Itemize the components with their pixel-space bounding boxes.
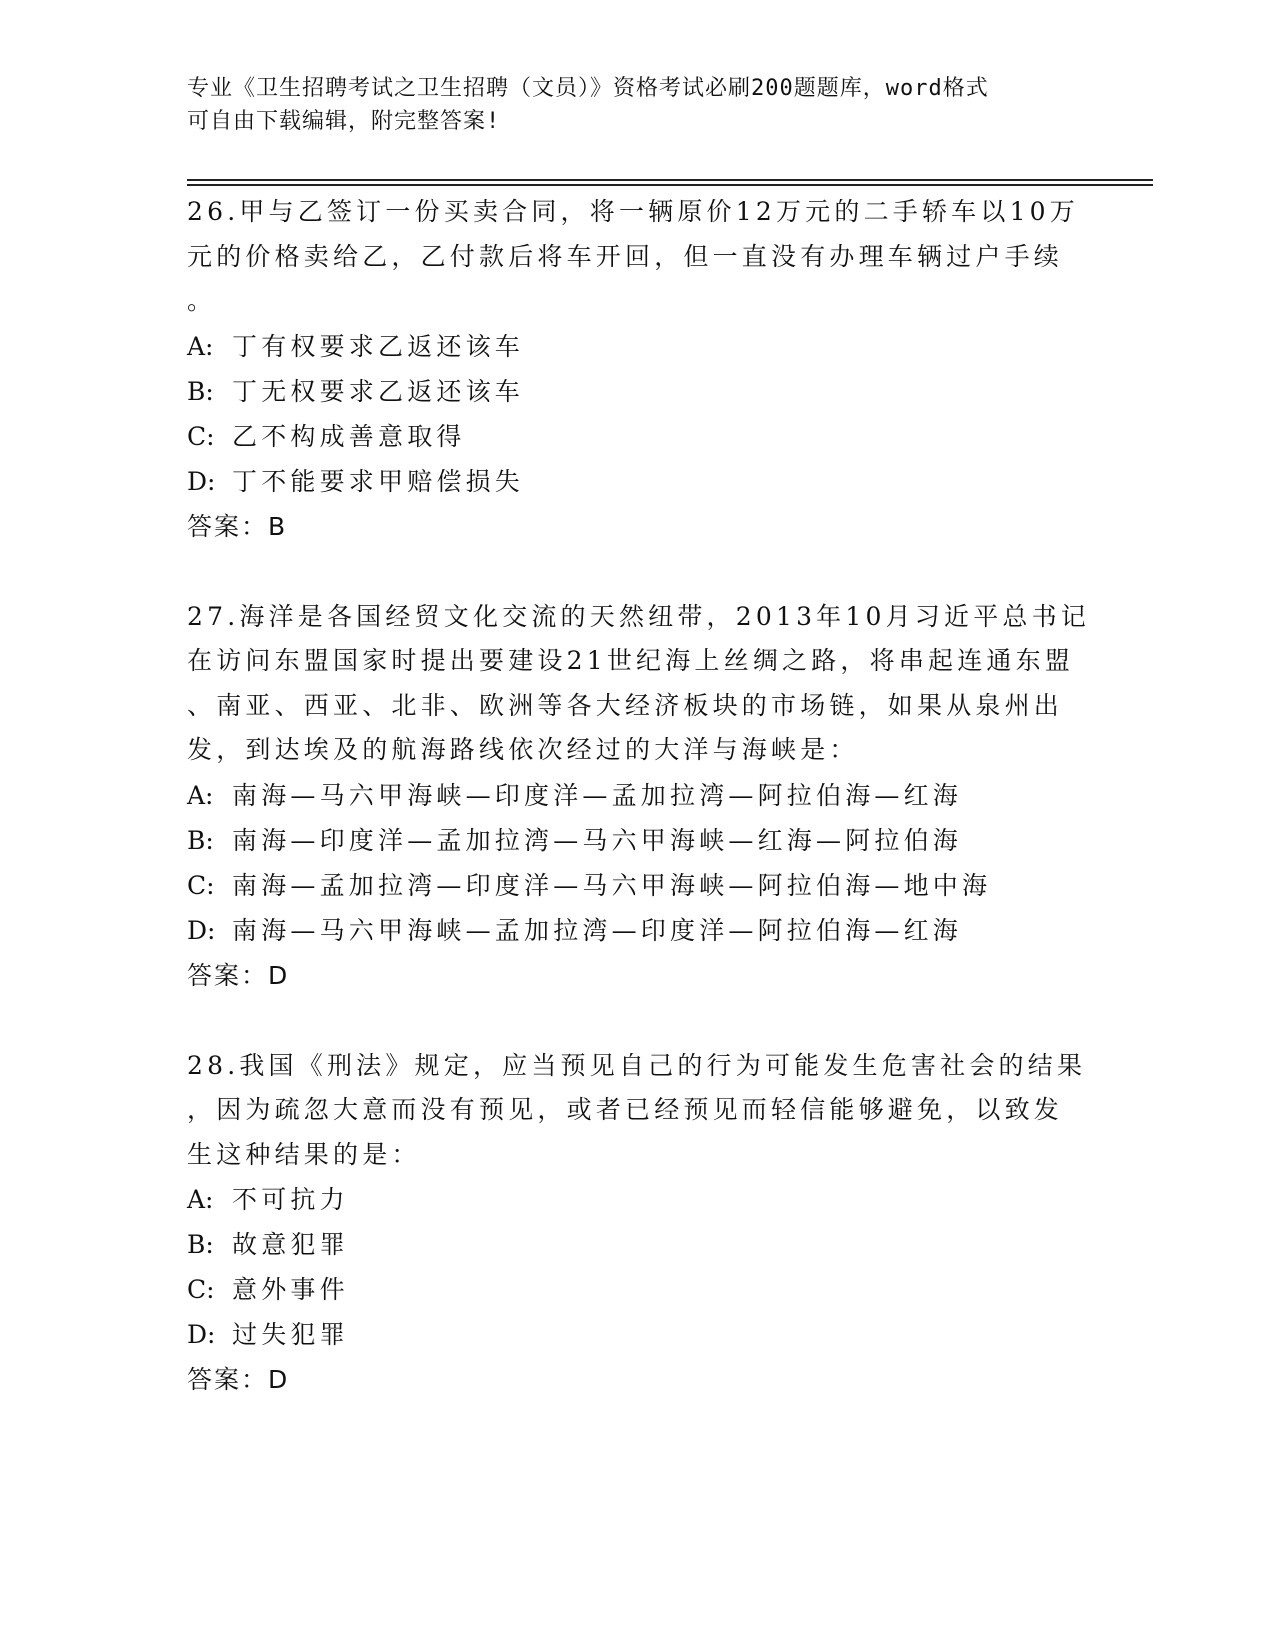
- option-key: A:: [187, 331, 214, 361]
- question-stem-line: 26.甲与乙签订一份买卖合同，将一辆原价12万元的二手轿车以10万: [187, 197, 1079, 226]
- question-stem-line: 27.海洋是各国经贸文化交流的天然纽带，2013年10月习近平总书记: [187, 601, 1090, 631]
- question-stem-line: 在访问东盟国家时提出要建设21世纪海上丝绸之路，将串起连通东盟: [187, 646, 1075, 675]
- header-divider-bottom: [187, 184, 1153, 186]
- option-c: [187, 414, 1087, 459]
- option-text: 南海—印度洋—孟加拉湾—马六甲海峡—红海—阿拉伯海: [232, 825, 963, 855]
- option-b: [187, 1222, 1087, 1267]
- option-key: A:: [187, 1185, 214, 1214]
- question-stem-line: 生这种结果的是：: [187, 1139, 421, 1169]
- option-b: [187, 818, 1087, 863]
- answer-line: 答案：D: [187, 1365, 290, 1394]
- option-text: 南海—马六甲海峡—印度洋—孟加拉湾—阿拉伯海—红海: [232, 780, 963, 810]
- option-text: 丁不能要求甲赔偿损失: [232, 466, 525, 496]
- option-c: [187, 863, 1087, 908]
- option-a: [187, 773, 1087, 818]
- option-text: 丁无权要求乙返还该车: [232, 376, 525, 406]
- question-stem-line: 28.我国《刑法》规定，应当预见自己的行为可能发生危害社会的结果: [187, 1050, 1087, 1080]
- option-c: [187, 1267, 1087, 1312]
- option-d: [187, 1312, 1087, 1357]
- option-key: C:: [187, 1275, 215, 1304]
- answer-line: 答案：B: [187, 511, 288, 541]
- header-line-2: 可自由下载编辑，附完整答案!: [187, 109, 501, 134]
- option-d: [187, 459, 1087, 504]
- question-27: [187, 595, 1090, 999]
- option-text: 乙不构成善意取得: [232, 421, 466, 451]
- option-key: C:: [187, 870, 215, 900]
- option-d: [187, 908, 1087, 953]
- option-a: [187, 1177, 1087, 1222]
- option-text: 意外事件: [232, 1275, 349, 1304]
- option-key: B:: [187, 376, 214, 406]
- header-divider-top: [187, 179, 1153, 181]
- answer-line: 答案：D: [187, 960, 290, 990]
- option-text: 不可抗力: [232, 1185, 349, 1214]
- option-key: B:: [187, 825, 214, 855]
- option-key: D:: [187, 915, 216, 945]
- option-a: [187, 324, 1087, 369]
- option-text: 南海—孟加拉湾—印度洋—马六甲海峡—阿拉伯海—地中海: [232, 870, 992, 900]
- option-key: D:: [187, 466, 216, 496]
- option-b: [187, 369, 1087, 414]
- option-key: B:: [187, 1230, 214, 1259]
- option-text: 丁有权要求乙返还该车: [232, 331, 525, 361]
- header-line-1: 专业《卫生招聘考试之卫生招聘（文员）》资格考试必刷200题题库，word格式: [187, 76, 989, 101]
- question-stem-line: ，因为疏忽大意而没有预见，或者已经预见而轻信能够避免，以致发: [187, 1095, 1064, 1124]
- question-26: [187, 190, 1087, 550]
- question-spacer: [187, 550, 1087, 595]
- question-stem-line: 元的价格卖给乙，乙付款后将车开回，但一直没有办理车辆过户手续: [187, 241, 1064, 271]
- option-text: 故意犯罪: [232, 1230, 349, 1259]
- question-stem-line: 发，到达埃及的航海路线依次经过的大洋与海峡是：: [187, 735, 859, 764]
- question-stem-line: 、南亚、西亚、北非、欧洲等各大经济板块的市场链，如果从泉州出: [187, 690, 1064, 720]
- option-key: A:: [187, 780, 214, 810]
- option-key: D:: [187, 1320, 216, 1349]
- option-text: 过失犯罪: [232, 1320, 349, 1349]
- question-28: [187, 1044, 1087, 1404]
- question-spacer: [187, 999, 1087, 1044]
- option-key: C:: [187, 421, 215, 451]
- question-stem-line: 。: [187, 286, 217, 315]
- document-header: [187, 72, 1057, 138]
- question-list: [187, 190, 1090, 1403]
- option-text: 南海—马六甲海峡—孟加拉湾—印度洋—阿拉伯海—红海: [232, 915, 963, 945]
